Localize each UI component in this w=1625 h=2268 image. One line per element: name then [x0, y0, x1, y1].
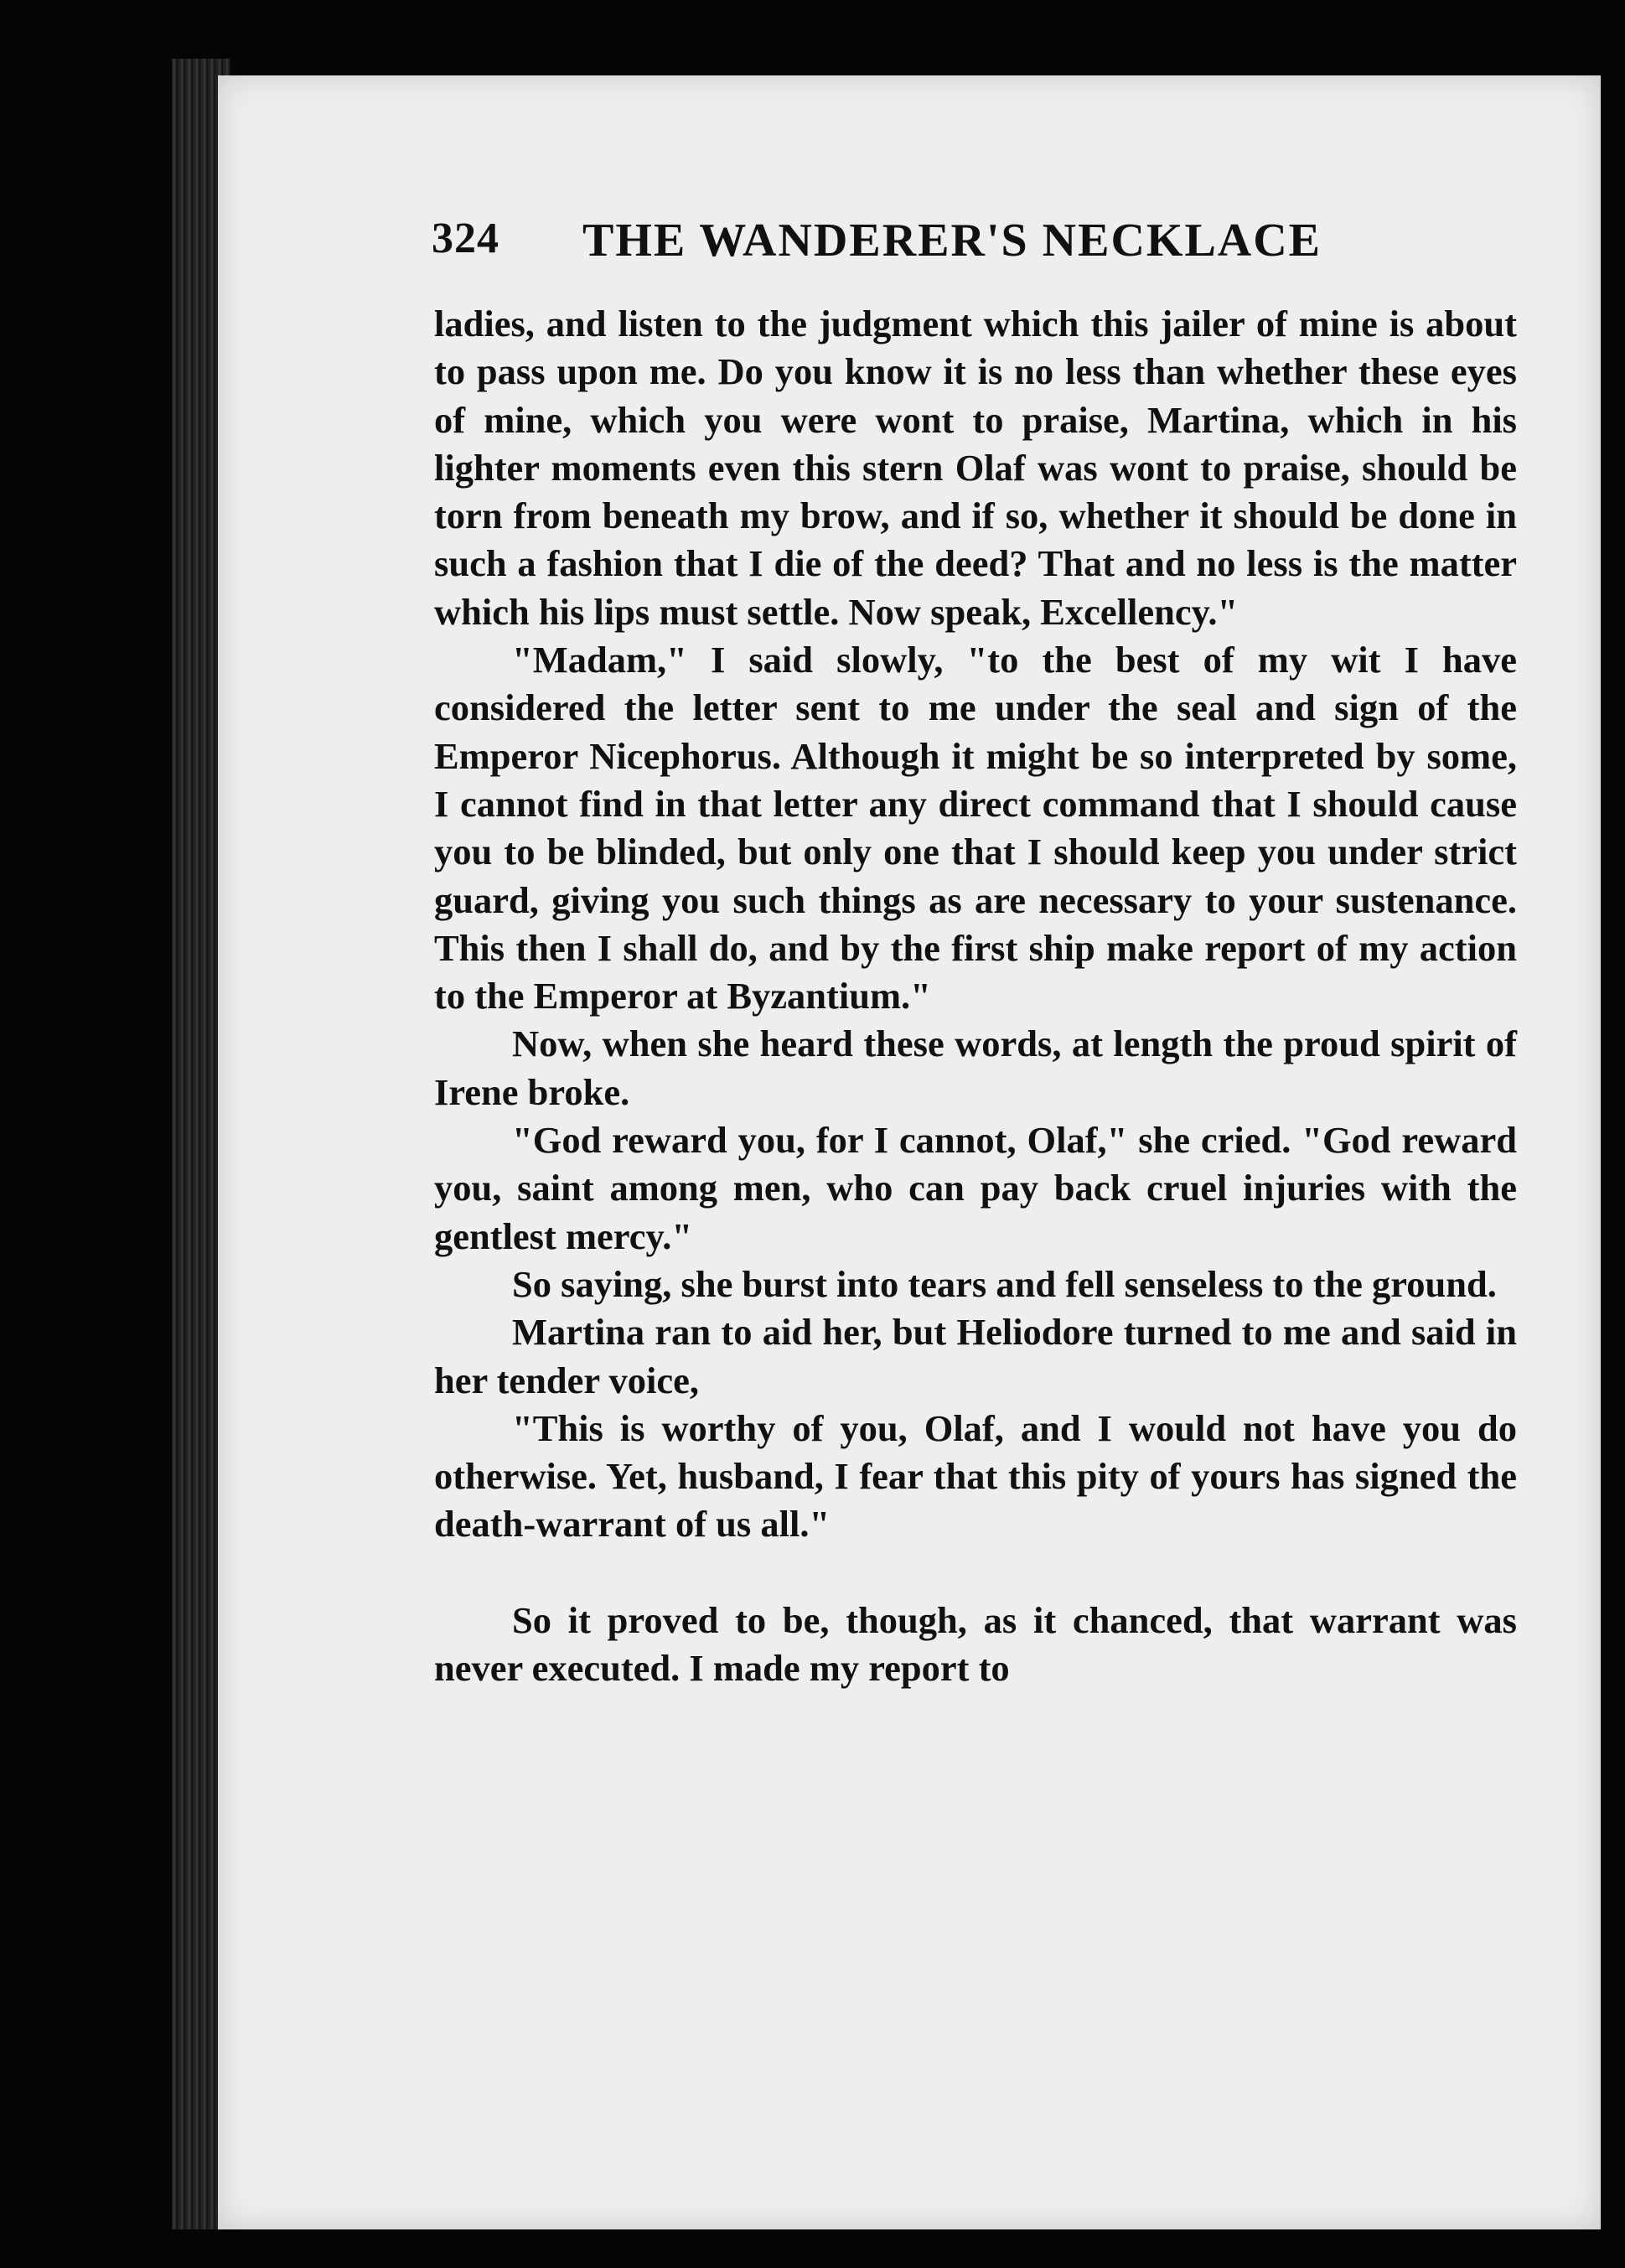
paragraph-4: "God reward you, for I cannot, Olaf," she cried. "God reward you, saint among men, who can pay back cruel injuries with the gentlest mercy.": [434, 1119, 1517, 1257]
page-header: [432, 214, 1546, 281]
paragraph-1: ladies, and listen to the judgment which this jailer of mine is about to pass upon me. Do you know it is no less than whether these eyes of mine, which you were wont to praise, Martina, which in his lighter moments even this stern Olaf was wont to praise, should be torn from beneath my brow, and if so, whether it should be done in such a fashion that I die of the deed? That and no less is the matter which his lips must settle. Now speak, Excellency.": [434, 303, 1517, 633]
paragraph-5: So saying, she burst into tears and fell senseless to the ground.: [512, 1262, 1497, 1305]
body-text: [434, 300, 1517, 1692]
paragraph-2: "Madam," I said slowly, "to the best of my wit I have considered the letter sent to me under the seal and sign of the Emperor Nicephorus. Although it might be so interpreted by some, I cannot find in that letter any direct command that I should cause you to be blinded, but only one that I should keep you under strict guard, giving you such things as are necessary to your sustenance. This then I shall do, and by the first ship make report of my action to the Emperor at Byzantium.": [434, 639, 1517, 1017]
paragraph-8: So it proved to be, though, as it chanced, that warrant was never executed. I made my report to: [434, 1598, 1517, 1690]
page-number: 324: [432, 215, 499, 262]
paragraph-6: Martina ran to aid her, but Heliodore turned to me and said in her tender voice,: [434, 1311, 1517, 1401]
paragraph-7: "This is worthy of you, Olaf, and I would not have you do otherwise. Yet, husband, I fear that this pity of yours has signed the death-warrant of us all.": [434, 1406, 1517, 1546]
running-head-title: THE WANDERER'S NECKLACE: [582, 215, 1322, 267]
paragraph-3: Now, when she heard these words, at length the proud spirit of Irene broke.: [434, 1023, 1517, 1113]
